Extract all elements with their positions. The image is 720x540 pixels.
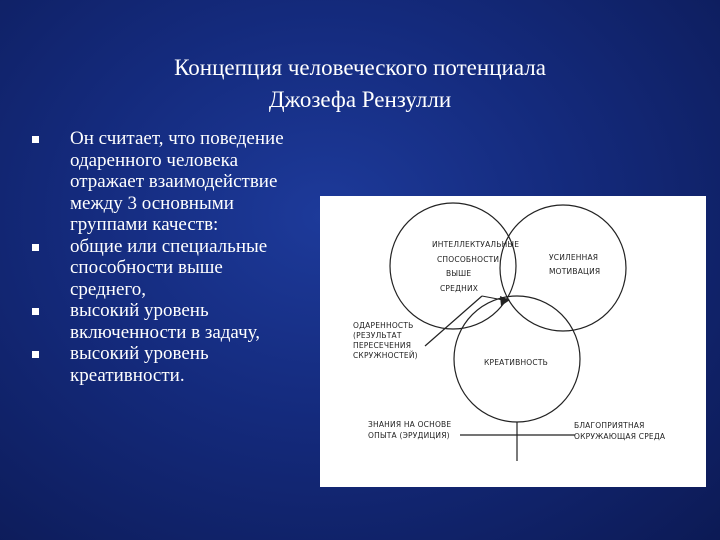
square-bullet-icon (32, 308, 39, 315)
motivation-label-2: МОТИВАЦИЯ (549, 267, 601, 276)
bullet-line: группами качеств: (70, 214, 219, 235)
environment-label-2: ОКРУЖАЮЩАЯ СРЕДА (574, 432, 666, 441)
square-bullet-icon (32, 136, 39, 143)
ability-label-4: СРЕДНИХ (440, 284, 479, 293)
bullet-line: высокий уровень (28, 343, 328, 365)
ability-label-3: ВЫШЕ (446, 269, 472, 278)
giftedness-label-1: ОДАРЕННОСТЬ (353, 321, 414, 330)
circle-ability (390, 203, 516, 329)
slide-title (60, 52, 660, 116)
motivation-label-1: УСИЛЕННАЯ (549, 253, 599, 262)
bullet-line: Он считает, что поведение (28, 128, 328, 150)
giftedness-label-4: СКРУЖНОСТЕЙ) (353, 351, 418, 360)
pointer-line (425, 296, 482, 346)
creativity-label: КРЕАТИВНОСТЬ (484, 358, 548, 367)
renzulli-diagram (320, 196, 706, 487)
ability-label-2: СПОСОБНОСТИ (437, 255, 500, 264)
giftedness-label-3: ПЕРЕСЕЧЕНИЯ (353, 341, 412, 350)
bullet-line: среднего, (70, 278, 146, 300)
square-bullet-icon (32, 244, 39, 251)
bullet-line: отражает взаимодействие (70, 171, 278, 192)
bullet-list (28, 128, 328, 386)
bullet-line: включенности в задачу, (70, 321, 261, 343)
square-bullet-icon (32, 351, 39, 358)
bullet-line: между 3 основными (70, 192, 234, 214)
diagram-svg (320, 196, 706, 487)
giftedness-label-2: (РЕЗУЛЬТАТ (353, 331, 402, 340)
environment-label-1: БЛАГОПРИЯТНАЯ (574, 421, 645, 430)
bullet-line: общие или специальные (28, 236, 328, 258)
bullet-line: высокий уровень (28, 300, 328, 322)
knowledge-label-1: ЗНАНИЯ НА ОСНОВЕ (368, 420, 452, 429)
slide-title-line-2: Джозефа Рензулли (268, 87, 452, 112)
knowledge-label-2: ОПЫТА (ЭРУДИЦИЯ) (368, 431, 450, 440)
bullet-line: способности выше (70, 257, 223, 278)
slide-title-line-1: Концепция человеческого потенциала (174, 55, 546, 80)
bullet-line: одаренного человека (70, 149, 239, 171)
ability-label-1: ИНТЕЛЛЕКТУАЛЬНЫЕ (432, 240, 520, 249)
bullet-line: креативности. (70, 364, 185, 386)
